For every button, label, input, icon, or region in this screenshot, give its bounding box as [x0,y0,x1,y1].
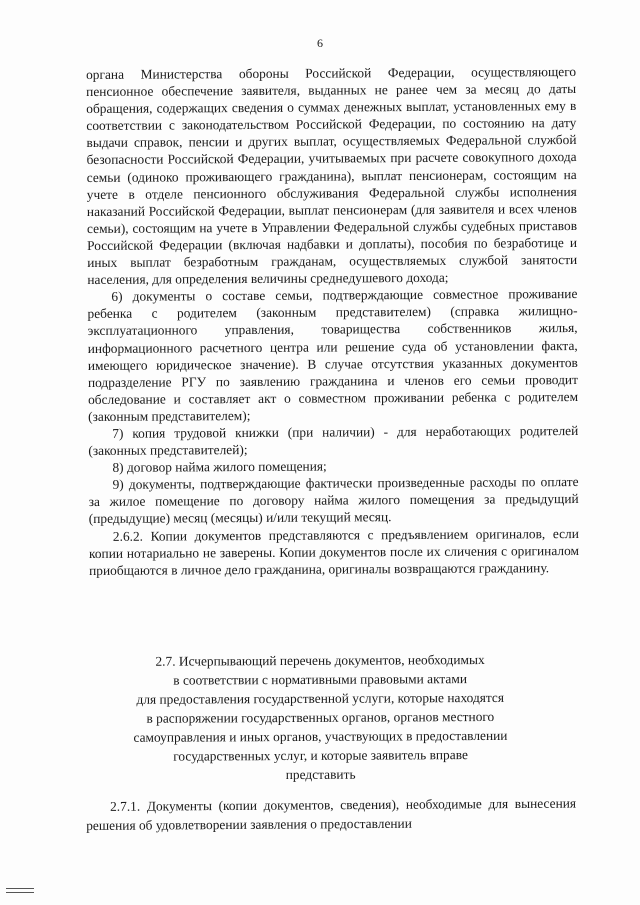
paragraph-family-composition: 6) документы о составе семьи, подтверждающие совместное проживание ребенка с родителем (законным представителем) (справка жилищно-эксплуатационного управления, товарищества собственников жилья, информационного расчетного центра или решение суда об установлении факта, имеющего юридическое значение). В случае отсутствия указанных документов подразделение РГУ по заявлению гражданина и членов его семьи проводит обследование и составляет акт о совместном проживании ребенка с родителем (законным представителем); [87,286,579,424]
heading-line: 2.7. Исчерпывающий перечень документов, необходимых [155,651,485,669]
document-body-continued [86,794,576,835]
paragraph-lease-agreement: 8) договор найма жилого помещения; [112,458,327,476]
paragraph-decision-documents: 2.7.1. Документы (копии документов, сведения), необходимые для вынесения решения об удовлетворении заявления о предоставлении [86,795,577,833]
heading-line: самоуправления и иных органов, участвующих в предоставлении [133,727,508,745]
heading-line: в распоряжении государственных органов, органов местного [146,708,495,726]
paragraph-housing-expenses: 9) документы, подтверждающие фактически произведенные расходы по оплате за жилое помещение по договору найма жилого помещения за предыдущий (предыдущие) месяц (месяцы) и/или текущий месяц. [88,474,579,527]
heading-line: для предоставления государственной услуги, которые находятся [136,689,505,707]
document-body [86,63,579,579]
page-number: 6 [317,36,323,50]
paragraph-work-record: 7) копия трудовой книжки (при наличии) - для неработающих родителей (законных представителей); [88,422,579,459]
section-heading [100,650,541,785]
heading-line: государственных услуг, и которые заявитель вправе [173,747,468,764]
heading-line: представить [285,766,356,783]
scan-corner-mark [6,888,34,893]
paragraph-document-copies: 2.6.2. Копии документов представляются с предъявлением оригиналов, если копии нотариально не заверены. Копии документов после их сличения с оригиналом приобщаются в личное дело гражданина, оригиналы возвращаются гражданину. [88,525,580,578]
heading-line: в соответствии с нормативными правовыми актами [173,671,468,688]
paragraph-income-documents: органа Министерства обороны Российской Федерации, осуществляющего пенсионное обеспечение заявителя, выданных не ранее чем за месяц до даты обращения, содержащих сведения о суммах денежных выплат, установленных ему в соответствии с законодательством Российской Федерации, по состоянию на дату выдачи справок, пенсии и других выплат, осуществляемых Федеральной службой безопасности Российской Федерации, учитываемых при расчете совокупного дохода семьи (одиноко проживающего гражданина), выплат пенсионерам, состоящим на учете в отделе пенсионного обслуживания Федеральной службы исполнения наказаний Российской Федерации, выплат пенсионерам (для заявителя и всех членов семьи), состоящим на учете в Управлении Федеральной службы судебных приставов Российской Федерации (включая надбавки и доплаты), пособия по безработице и иных выплат безработным гражданам, осуществляемых службой занятости населения, для определения величины среднедушевого дохода; [86,64,578,288]
